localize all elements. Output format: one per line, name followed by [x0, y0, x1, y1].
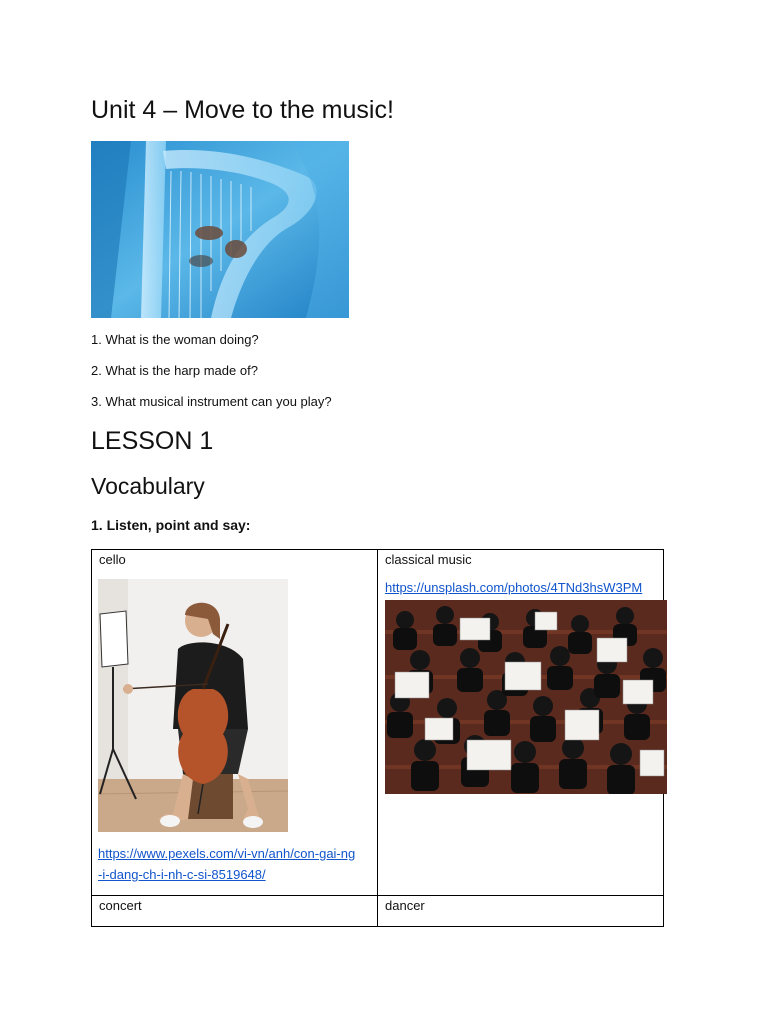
vocabulary-heading: Vocabulary [91, 473, 205, 499]
cell-cello [92, 550, 378, 896]
unit-title: Unit 4 – Move to the music! [91, 96, 394, 124]
cell-classical-music [378, 550, 664, 896]
ice-harp-image [91, 141, 349, 318]
classical-music-source-link[interactable]: https://unsplash.com/photos/4TNd3hsW3PM [385, 580, 643, 595]
cell-dancer [378, 896, 664, 927]
question-2: 2. What is the harp made of? [91, 363, 258, 378]
task-instruction: 1. Listen, point and say: [91, 517, 251, 533]
question-3: 3. What musical instrument can you play? [91, 394, 332, 409]
lesson-heading: LESSON 1 [91, 427, 214, 455]
cell-label: classical music [385, 552, 472, 567]
cello-player-image [98, 579, 288, 832]
cell-concert [92, 896, 378, 927]
question-1: 1. What is the woman doing? [91, 332, 259, 347]
cell-label: dancer [385, 898, 425, 913]
orchestra-image [385, 600, 667, 794]
vocabulary-table [91, 549, 664, 927]
cell-label: cello [99, 552, 126, 567]
cell-label: concert [99, 898, 142, 913]
cello-source-link[interactable]: https://www.pexels.com/vi-vn/anh/con-gai-ng-i-dang-ch-i-nh-c-si-8519648/ [98, 846, 356, 882]
